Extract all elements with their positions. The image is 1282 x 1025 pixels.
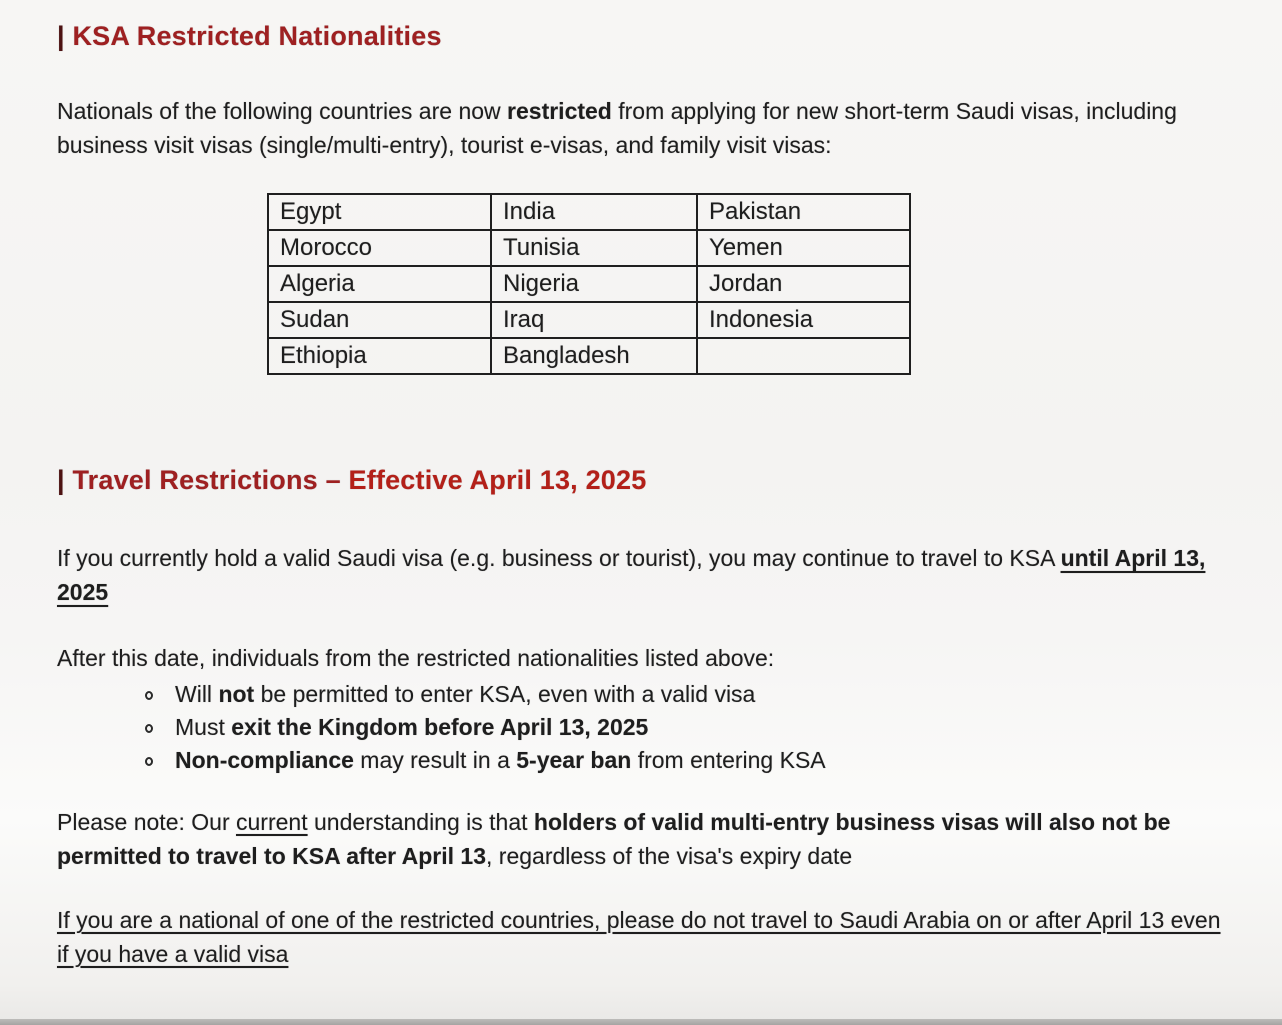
table-row	[268, 338, 910, 374]
country-cell: Yemen	[697, 230, 910, 266]
current-visa-deadline: until April 13, 2025	[57, 545, 1206, 605]
country-cell: Ethiopia	[268, 338, 491, 374]
bullet-circle-icon	[145, 724, 153, 733]
country-cell: Egypt	[268, 194, 491, 230]
bullet-text-bold: 5-year ban	[516, 747, 632, 773]
country-cell: Tunisia	[491, 230, 697, 266]
heading-effective-date: Effective April 13, 2025	[348, 465, 647, 495]
country-cell: Jordan	[697, 266, 910, 302]
bottom-edge-bar	[0, 1019, 1282, 1025]
bullet-text-pre: Must	[175, 714, 232, 740]
intro-text-pre: Nationals of the following countries are now	[57, 98, 508, 124]
after-date-intro-text: After this date, individuals from the restricted nationalities listed above:	[57, 645, 775, 671]
heading-text: Travel Restrictions –	[64, 465, 349, 495]
country-cell: Sudan	[268, 302, 491, 338]
country-cell: Iraq	[491, 302, 697, 338]
list-item	[145, 744, 1232, 777]
table-row	[268, 194, 910, 230]
table-row	[268, 230, 910, 266]
country-cell: Algeria	[268, 266, 491, 302]
heading-pipe-mark: |	[57, 465, 65, 495]
bullet-text-bold: exit the Kingdom before April 13, 2025	[231, 714, 649, 740]
list-item	[145, 678, 1232, 711]
document-content	[57, 0, 1232, 971]
please-note-paragraph	[57, 805, 1227, 873]
country-cell-empty	[697, 338, 910, 374]
country-cell: Nigeria	[491, 266, 697, 302]
intro-text-bold-restricted: restricted	[507, 98, 612, 124]
country-cell: Bangladesh	[491, 338, 697, 374]
after-date-intro	[57, 641, 1217, 675]
country-cell: Indonesia	[697, 302, 910, 338]
restrictions-bullet-list	[57, 678, 1232, 777]
bullet-text-mid: may result in a	[353, 747, 517, 773]
current-visa-paragraph	[57, 541, 1212, 609]
note-text-pre: Please note: Our	[57, 809, 236, 835]
intro-text-post: from applying for new short-term Saudi visas, including business visit visas (single/multi-entry), tourist e-visas, and family visit visas:	[57, 98, 1177, 158]
restricted-intro-paragraph	[57, 94, 1232, 162]
final-warning-paragraph	[57, 903, 1222, 971]
country-cell: Pakistan	[697, 194, 910, 230]
table-row	[268, 266, 910, 302]
list-item	[145, 711, 1232, 744]
bullet-text-post: from entering KSA	[631, 747, 826, 773]
restricted-countries-table	[267, 193, 911, 375]
country-cell: India	[491, 194, 697, 230]
warning-underlined-text: If you are a national of one of the restricted countries, please do not travel to Saudi Arabia on or after April 13 even if you have a valid visa	[57, 907, 1221, 967]
current-visa-text: If you currently hold a valid Saudi visa (e.g. business or tourist), you may continue to travel to KSA	[57, 545, 1061, 571]
section-heading-travel-restrictions	[57, 465, 1232, 495]
bullet-text-post: be permitted to enter KSA, even with a valid visa	[254, 681, 756, 707]
note-text-underlined-current: current	[236, 809, 308, 835]
section-heading-restricted-nationalities	[57, 21, 1232, 51]
note-text-post: , regardless of the visa's expiry date	[486, 843, 853, 869]
bullet-text-bold: Non-compliance	[175, 747, 354, 773]
note-text-bold: holders of valid multi-entry business visas will also not be permitted to travel to KSA after April 13	[57, 809, 1171, 869]
table-row	[268, 302, 910, 338]
note-text-mid: understanding is that	[307, 809, 534, 835]
bullet-circle-icon	[145, 757, 153, 766]
heading-pipe-mark: |	[57, 21, 65, 51]
bullet-text-bold: not	[218, 681, 255, 707]
bullet-circle-icon	[145, 691, 153, 700]
country-cell: Morocco	[268, 230, 491, 266]
bullet-text-pre: Will	[175, 681, 219, 707]
heading-text: KSA Restricted Nationalities	[64, 21, 442, 51]
